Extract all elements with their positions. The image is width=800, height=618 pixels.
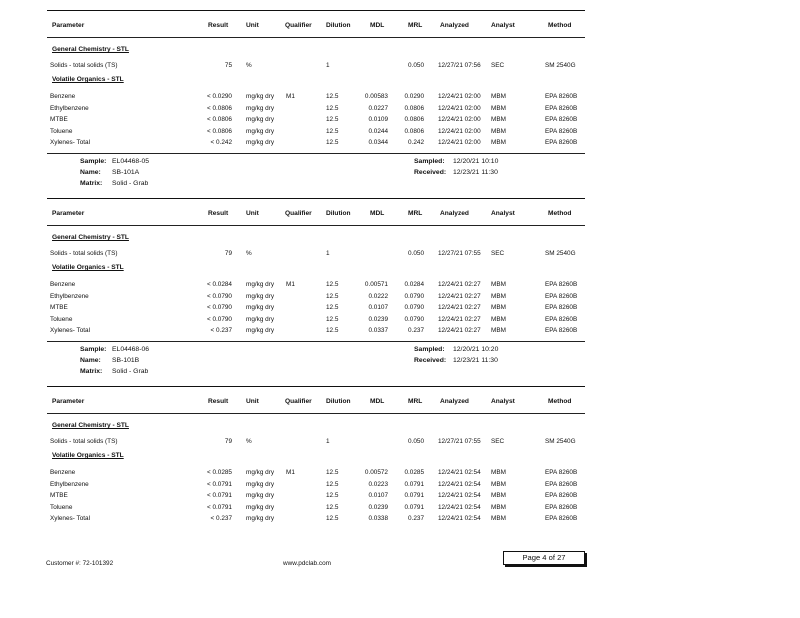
column-header-analyzed: Analyzed <box>440 22 469 29</box>
column-header-result: Result <box>208 398 229 405</box>
volatile-row-col-5: 0.00572 <box>364 469 388 476</box>
sample-label: Sample: <box>80 157 107 165</box>
volatile-row-col-9: EPA 8260B <box>545 281 578 288</box>
header-rule-bottom <box>47 37 585 38</box>
volatile-row-col-9: EPA 8260B <box>545 515 578 522</box>
column-header-unit: Unit <box>246 22 259 29</box>
volatile-row-col-8: MBM <box>491 304 506 311</box>
volatile-row-col-8: MBM <box>491 292 506 300</box>
header-rule-top <box>47 386 585 387</box>
volatile-row-col-1: < 0.0791 <box>206 480 232 488</box>
column-header-dilution: Dilution <box>326 210 351 217</box>
volatile-row-col-2: mg/kg dry <box>246 93 275 100</box>
volatile-row-col-2: mg/kg dry <box>246 492 275 499</box>
volatile-row-col-2: mg/kg dry <box>246 304 275 311</box>
volatile-row-col-0: MTBE <box>50 116 68 123</box>
volatile-row-col-7: 12/24/21 02:54 <box>438 480 481 488</box>
general-row-col-1: 79 <box>224 250 232 257</box>
volatile-row-col-0: Benzene <box>50 93 76 100</box>
volatile-row-col-2: mg/kg dry <box>246 515 275 522</box>
volatile-row-col-2: mg/kg dry <box>246 104 275 112</box>
sample-matrix: Solid - Grab <box>112 367 149 375</box>
volatile-row-col-5: 0.00583 <box>364 93 388 100</box>
sample-id: EL04468-06 <box>112 345 150 353</box>
received-label: Received: <box>414 356 447 364</box>
volatile-row-col-9: EPA 8260B <box>545 104 578 112</box>
column-header-analyst: Analyst <box>491 398 515 405</box>
column-header-method: Method <box>548 22 572 29</box>
volatile-row-col-4: 12.5 <box>326 304 339 311</box>
volatile-row-col-9: EPA 8260B <box>545 139 578 146</box>
volatile-row-col-1: < 0.0806 <box>206 116 232 123</box>
section-title-general: General Chemistry - STL <box>52 234 129 241</box>
volatile-row-col-6: 0.0790 <box>404 304 424 311</box>
volatile-row-col-1: < 0.0791 <box>206 503 232 511</box>
column-header-qualifier: Qualifier <box>285 210 312 217</box>
column-header-analyst: Analyst <box>491 210 515 217</box>
volatile-row-col-5: 0.0244 <box>368 127 388 135</box>
volatile-row-col-7: 12/24/21 02:00 <box>438 104 481 112</box>
volatile-row-col-7: 12/24/21 02:00 <box>438 139 481 146</box>
volatile-row-col-0: Ethylbenzene <box>50 292 89 300</box>
volatile-row-col-2: mg/kg dry <box>246 480 275 488</box>
volatile-row-col-4: 12.5 <box>326 469 339 476</box>
volatile-row-col-4: 12.5 <box>326 104 339 112</box>
received-date: 12/23/21 11:30 <box>453 356 498 364</box>
volatile-row-col-0: Xylenes- Total <box>50 327 91 334</box>
customer-number: Customer #: 72-101392 <box>46 560 114 567</box>
volatile-row-col-4: 12.5 <box>326 292 339 300</box>
section-title-general: General Chemistry - STL <box>52 46 129 53</box>
sample-name: SB-101A <box>112 168 140 176</box>
volatile-row-col-0: Ethylbenzene <box>50 104 89 112</box>
name-label: Name: <box>80 168 101 176</box>
volatile-row-col-5: 0.0222 <box>368 292 388 300</box>
volatile-row-col-2: mg/kg dry <box>246 292 275 300</box>
general-row-col-8: SEC <box>491 62 505 69</box>
volatile-row-col-3: M1 <box>286 281 295 288</box>
volatile-row-col-7: 12/24/21 02:27 <box>438 281 481 288</box>
volatile-row-col-1: < 0.0806 <box>206 127 232 135</box>
sample-rule <box>47 153 585 154</box>
volatile-row-col-1: < 0.0790 <box>206 315 232 323</box>
volatile-row-col-7: 12/24/21 02:54 <box>438 515 481 522</box>
header-rule-bottom <box>47 413 585 414</box>
general-row-col-8: SEC <box>491 250 505 257</box>
header-rule-top <box>47 10 585 11</box>
volatile-row-col-8: MBM <box>491 281 506 288</box>
volatile-row-col-5: 0.0227 <box>368 104 388 112</box>
volatile-row-col-9: EPA 8260B <box>545 469 578 476</box>
general-row-col-6: 0.050 <box>408 438 424 445</box>
volatile-row-col-4: 12.5 <box>326 515 339 522</box>
volatile-row-col-8: MBM <box>491 503 506 511</box>
matrix-label: Matrix: <box>80 367 103 375</box>
volatile-row-col-4: 12.5 <box>326 127 339 135</box>
column-header-unit: Unit <box>246 210 259 217</box>
general-row-col-0: Solids - total solids (TS) <box>50 250 118 257</box>
section-title-volatile: Volatile Organics - STL <box>52 264 124 271</box>
volatile-row-col-8: MBM <box>491 104 506 112</box>
volatile-row-col-9: EPA 8260B <box>545 503 578 511</box>
volatile-row-col-7: 12/24/21 02:27 <box>438 292 481 300</box>
volatile-row-col-0: Toluene <box>50 127 73 135</box>
volatile-row-col-2: mg/kg dry <box>246 127 275 135</box>
volatile-row-col-7: 12/24/21 02:00 <box>438 127 481 135</box>
volatile-row-col-5: 0.0344 <box>368 139 388 146</box>
volatile-row-col-6: 0.237 <box>408 327 424 334</box>
volatile-row-col-1: < 0.237 <box>210 327 232 334</box>
volatile-row-col-8: MBM <box>491 492 506 499</box>
volatile-row-col-0: Xylenes- Total <box>50 515 91 522</box>
volatile-row-col-3: M1 <box>286 469 295 476</box>
volatile-row-col-7: 12/24/21 02:54 <box>438 492 481 499</box>
column-header-method: Method <box>548 398 572 405</box>
section-title-volatile: Volatile Organics - STL <box>52 76 124 83</box>
column-header-result: Result <box>208 22 229 29</box>
column-header-dilution: Dilution <box>326 398 351 405</box>
volatile-row-col-4: 12.5 <box>326 281 339 288</box>
header-rule-top <box>47 198 585 199</box>
volatile-row-col-5: 0.0239 <box>368 315 388 323</box>
volatile-row-col-4: 12.5 <box>326 116 339 123</box>
sample-rule <box>47 341 585 342</box>
volatile-row-col-0: Xylenes- Total <box>50 139 91 146</box>
volatile-row-col-1: < 0.0290 <box>206 93 232 100</box>
volatile-row-col-0: Ethylbenzene <box>50 480 89 488</box>
column-header-analyzed: Analyzed <box>440 398 469 405</box>
volatile-row-col-6: 0.0791 <box>404 480 424 488</box>
sampled-date: 12/20/21 10:10 <box>453 157 499 165</box>
general-row-col-9: SM 2540G <box>545 250 576 257</box>
general-row-col-4: 1 <box>326 62 330 69</box>
volatile-row-col-4: 12.5 <box>326 315 339 323</box>
header-rule-bottom <box>47 225 585 226</box>
volatile-row-col-8: MBM <box>491 127 506 135</box>
volatile-row-col-2: mg/kg dry <box>246 315 275 323</box>
volatile-row-col-6: 0.0791 <box>404 503 424 511</box>
volatile-row-col-2: mg/kg dry <box>246 281 275 288</box>
volatile-row-col-2: mg/kg dry <box>246 139 275 146</box>
volatile-row-col-5: 0.0337 <box>368 327 388 334</box>
volatile-row-col-5: 0.0223 <box>368 480 388 488</box>
sample-matrix: Solid - Grab <box>112 179 149 187</box>
volatile-row-col-9: EPA 8260B <box>545 327 578 334</box>
volatile-row-col-8: MBM <box>491 327 506 334</box>
website-link[interactable]: www.pdclab.com <box>283 560 331 567</box>
volatile-row-col-9: EPA 8260B <box>545 116 578 123</box>
volatile-row-col-6: 0.0790 <box>404 315 424 323</box>
column-header-analyzed: Analyzed <box>440 210 469 217</box>
general-row-col-4: 1 <box>326 250 330 257</box>
column-header-parameter: Parameter <box>52 398 85 405</box>
section-title-volatile: Volatile Organics - STL <box>52 452 124 459</box>
column-header-analyst: Analyst <box>491 22 515 29</box>
sampled-date: 12/20/21 10:20 <box>453 345 499 353</box>
volatile-row-col-8: MBM <box>491 480 506 488</box>
volatile-row-col-8: MBM <box>491 116 506 123</box>
column-header-mrl: MRL <box>408 22 423 29</box>
column-header-mdl: MDL <box>370 22 385 29</box>
volatile-row-col-7: 12/24/21 02:27 <box>438 327 481 334</box>
column-header-unit: Unit <box>246 398 259 405</box>
volatile-row-col-9: EPA 8260B <box>545 127 578 135</box>
volatile-row-col-8: MBM <box>491 139 506 146</box>
volatile-row-col-1: < 0.0806 <box>206 104 232 112</box>
column-header-result: Result <box>208 210 229 217</box>
volatile-row-col-6: 0.0284 <box>404 281 424 288</box>
name-label: Name: <box>80 356 101 364</box>
volatile-row-col-1: < 0.237 <box>210 515 232 522</box>
volatile-row-col-0: Benzene <box>50 469 76 476</box>
general-row-col-8: SEC <box>491 438 505 445</box>
general-row-col-1: 79 <box>224 438 232 445</box>
general-row-col-7: 12/27/21 07:55 <box>438 250 481 257</box>
column-header-dilution: Dilution <box>326 22 351 29</box>
volatile-row-col-5: 0.0107 <box>368 304 388 311</box>
column-header-mdl: MDL <box>370 210 385 217</box>
volatile-row-col-0: Toluene <box>50 503 73 511</box>
sample-name: SB-101B <box>112 356 140 364</box>
general-row-col-6: 0.050 <box>408 250 424 257</box>
volatile-row-col-5: 0.00571 <box>364 281 388 288</box>
volatile-row-col-5: 0.0338 <box>368 515 388 522</box>
volatile-row-col-8: MBM <box>491 315 506 323</box>
top-cut-text <box>80 0 135 1</box>
volatile-row-col-9: EPA 8260B <box>545 93 578 100</box>
volatile-row-col-0: MTBE <box>50 304 68 311</box>
volatile-row-col-9: EPA 8260B <box>545 304 578 311</box>
volatile-row-col-7: 12/24/21 02:27 <box>438 304 481 311</box>
column-header-mdl: MDL <box>370 398 385 405</box>
column-header-qualifier: Qualifier <box>285 398 312 405</box>
general-row-col-2: % <box>246 250 252 257</box>
column-header-qualifier: Qualifier <box>285 22 312 29</box>
volatile-row-col-6: 0.0285 <box>404 469 424 476</box>
volatile-row-col-2: mg/kg dry <box>246 469 275 476</box>
volatile-row-col-2: mg/kg dry <box>246 503 275 511</box>
matrix-label: Matrix: <box>80 179 103 187</box>
volatile-row-col-7: 12/24/21 02:00 <box>438 93 481 100</box>
volatile-row-col-6: 0.0806 <box>404 104 424 112</box>
volatile-row-col-7: 12/24/21 02:27 <box>438 315 481 323</box>
general-row-col-0: Solids - total solids (TS) <box>50 438 118 445</box>
volatile-row-col-6: 0.0806 <box>404 116 424 123</box>
volatile-row-col-1: < 0.0791 <box>206 492 232 499</box>
volatile-row-col-1: < 0.0790 <box>206 304 232 311</box>
general-row-col-6: 0.050 <box>408 62 424 69</box>
volatile-row-col-5: 0.0109 <box>368 116 388 123</box>
volatile-row-col-1: < 0.0284 <box>206 281 232 288</box>
volatile-row-col-4: 12.5 <box>326 480 339 488</box>
column-header-method: Method <box>548 210 572 217</box>
general-row-col-7: 12/27/21 07:56 <box>438 62 481 69</box>
volatile-row-col-4: 12.5 <box>326 139 339 146</box>
volatile-row-col-6: 0.0806 <box>404 127 424 135</box>
general-row-col-2: % <box>246 62 252 69</box>
section-title-general: General Chemistry - STL <box>52 422 129 429</box>
volatile-row-col-6: 0.242 <box>408 139 424 146</box>
volatile-row-col-1: < 0.242 <box>210 139 232 146</box>
volatile-row-col-2: mg/kg dry <box>246 116 275 123</box>
sample-label: Sample: <box>80 345 107 353</box>
column-header-mrl: MRL <box>408 210 423 217</box>
volatile-row-col-2: mg/kg dry <box>246 327 275 334</box>
sampled-label: Sampled: <box>414 345 445 353</box>
volatile-row-col-6: 0.237 <box>408 515 424 522</box>
volatile-row-col-9: EPA 8260B <box>545 492 578 499</box>
received-label: Received: <box>414 168 447 176</box>
general-row-col-0: Solids - total solids (TS) <box>50 62 118 69</box>
volatile-row-col-6: 0.0791 <box>404 492 424 499</box>
received-date: 12/23/21 11:30 <box>453 168 498 176</box>
page-number-box: Page 4 of 27 <box>503 551 585 565</box>
general-row-col-2: % <box>246 438 252 445</box>
volatile-row-col-8: MBM <box>491 93 506 100</box>
volatile-row-col-9: EPA 8260B <box>545 480 578 488</box>
volatile-row-col-5: 0.0107 <box>368 492 388 499</box>
volatile-row-col-9: EPA 8260B <box>545 292 578 300</box>
volatile-row-col-6: 0.0290 <box>404 93 424 100</box>
volatile-row-col-1: < 0.0285 <box>206 469 232 476</box>
sample-id: EL04468-05 <box>112 157 150 165</box>
volatile-row-col-0: Benzene <box>50 281 76 288</box>
volatile-row-col-9: EPA 8260B <box>545 315 578 323</box>
column-header-parameter: Parameter <box>52 22 85 29</box>
volatile-row-col-7: 12/24/21 02:00 <box>438 116 481 123</box>
general-row-col-4: 1 <box>326 438 330 445</box>
general-row-col-1: 75 <box>224 62 232 69</box>
general-row-col-9: SM 2540G <box>545 438 576 445</box>
volatile-row-col-4: 12.5 <box>326 327 339 334</box>
volatile-row-col-4: 12.5 <box>326 93 339 100</box>
sampled-label: Sampled: <box>414 157 445 165</box>
column-header-mrl: MRL <box>408 398 423 405</box>
general-row-col-9: SM 2540G <box>545 62 576 69</box>
volatile-row-col-3: M1 <box>286 93 295 100</box>
general-row-col-7: 12/27/21 07:55 <box>438 438 481 445</box>
volatile-row-col-7: 12/24/21 02:54 <box>438 503 481 511</box>
volatile-row-col-6: 0.0790 <box>404 292 424 300</box>
volatile-row-col-8: MBM <box>491 515 506 522</box>
volatile-row-col-5: 0.0239 <box>368 503 388 511</box>
volatile-row-col-1: < 0.0790 <box>206 292 232 300</box>
volatile-row-col-4: 12.5 <box>326 492 339 499</box>
volatile-row-col-8: MBM <box>491 469 506 476</box>
volatile-row-col-0: MTBE <box>50 492 68 499</box>
volatile-row-col-7: 12/24/21 02:54 <box>438 469 481 476</box>
volatile-row-col-4: 12.5 <box>326 503 339 511</box>
column-header-parameter: Parameter <box>52 210 85 217</box>
volatile-row-col-0: Toluene <box>50 315 73 323</box>
